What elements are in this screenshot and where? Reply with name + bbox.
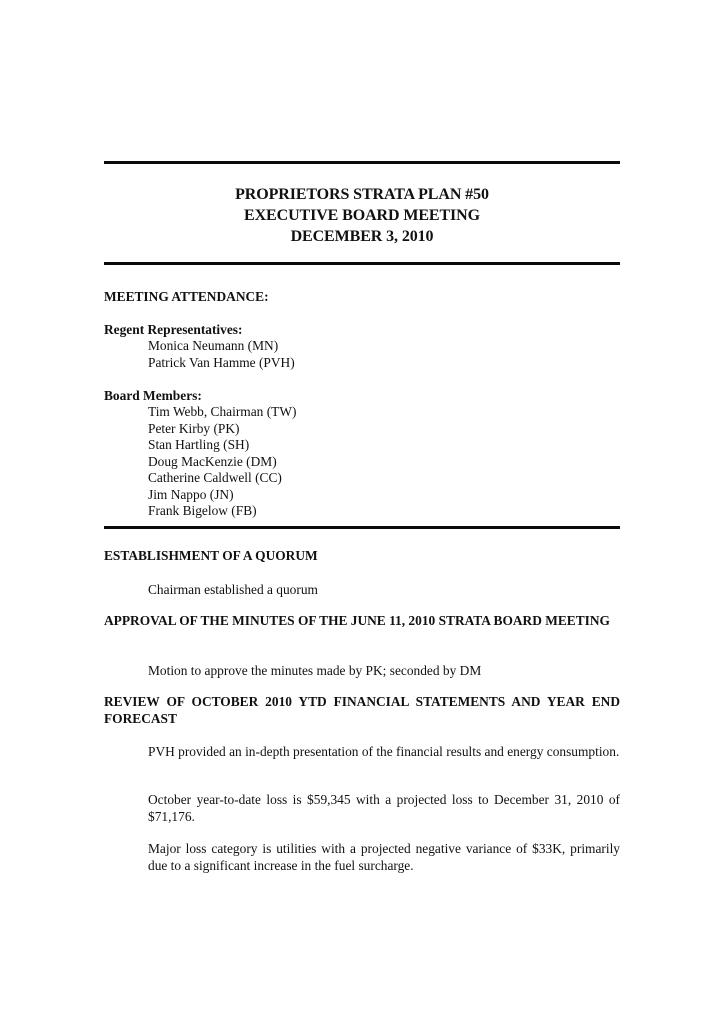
attendee: Jim Nappo (JN)	[148, 486, 234, 502]
title-organization: PROPRIETORS STRATA PLAN #50	[235, 186, 489, 203]
section-paragraph: PVH provided an in-depth presentation of the financial results and energy consumption.	[148, 744, 620, 759]
section-heading-financial-review: REVIEW OF OCTOBER 2010 YTD FINANCIAL STATEMENTS AND YEAR END FORECAST	[104, 694, 620, 726]
attendee: Catherine Caldwell (CC)	[148, 470, 282, 485]
section-heading-quorum: ESTABLISHMENT OF A QUORUM	[104, 548, 318, 563]
document-title	[104, 184, 620, 247]
attendee: Patrick Van Hamme (PVH)	[148, 354, 295, 370]
attendee: Doug MacKenzie (DM)	[148, 453, 277, 469]
title-meeting-type: EXECUTIVE BOARD MEETING	[244, 207, 480, 224]
title-date: DECEMBER 3, 2010	[290, 228, 434, 245]
board-members-label: Board Members:	[104, 388, 202, 403]
section-paragraph: Chairman established a quorum	[148, 582, 318, 597]
attendee: Peter Kirby (PK)	[148, 420, 240, 436]
attendance-heading: MEETING ATTENDANCE:	[104, 289, 269, 304]
attendance-bottom-rule	[104, 526, 620, 529]
regent-representatives-label: Regent Representatives:	[104, 322, 243, 337]
attendee: Stan Hartling (SH)	[148, 437, 250, 452]
section-paragraph: October year-to-date loss is $59,345 with a projected loss to December 31, 2010 of $71,176.	[148, 792, 620, 824]
header-top-rule	[104, 161, 620, 164]
attendee: Tim Webb, Chairman (TW)	[148, 404, 297, 419]
header-bottom-rule	[104, 262, 620, 265]
regent-representatives-list	[148, 338, 620, 371]
section-paragraph: Major loss category is utilities with a projected negative variance of $33K, primarily due to a significant increase in the fuel surcharge.	[148, 841, 620, 873]
attendee: Frank Bigelow (FB)	[148, 503, 257, 518]
section-heading-approval-minutes: APPROVAL OF THE MINUTES OF THE JUNE 11, 2010 STRATA BOARD MEETING	[104, 613, 610, 628]
attendee: Monica Neumann (MN)	[148, 338, 279, 353]
board-members-list	[148, 404, 620, 520]
section-paragraph: Motion to approve the minutes made by PK; seconded by DM	[148, 663, 482, 678]
